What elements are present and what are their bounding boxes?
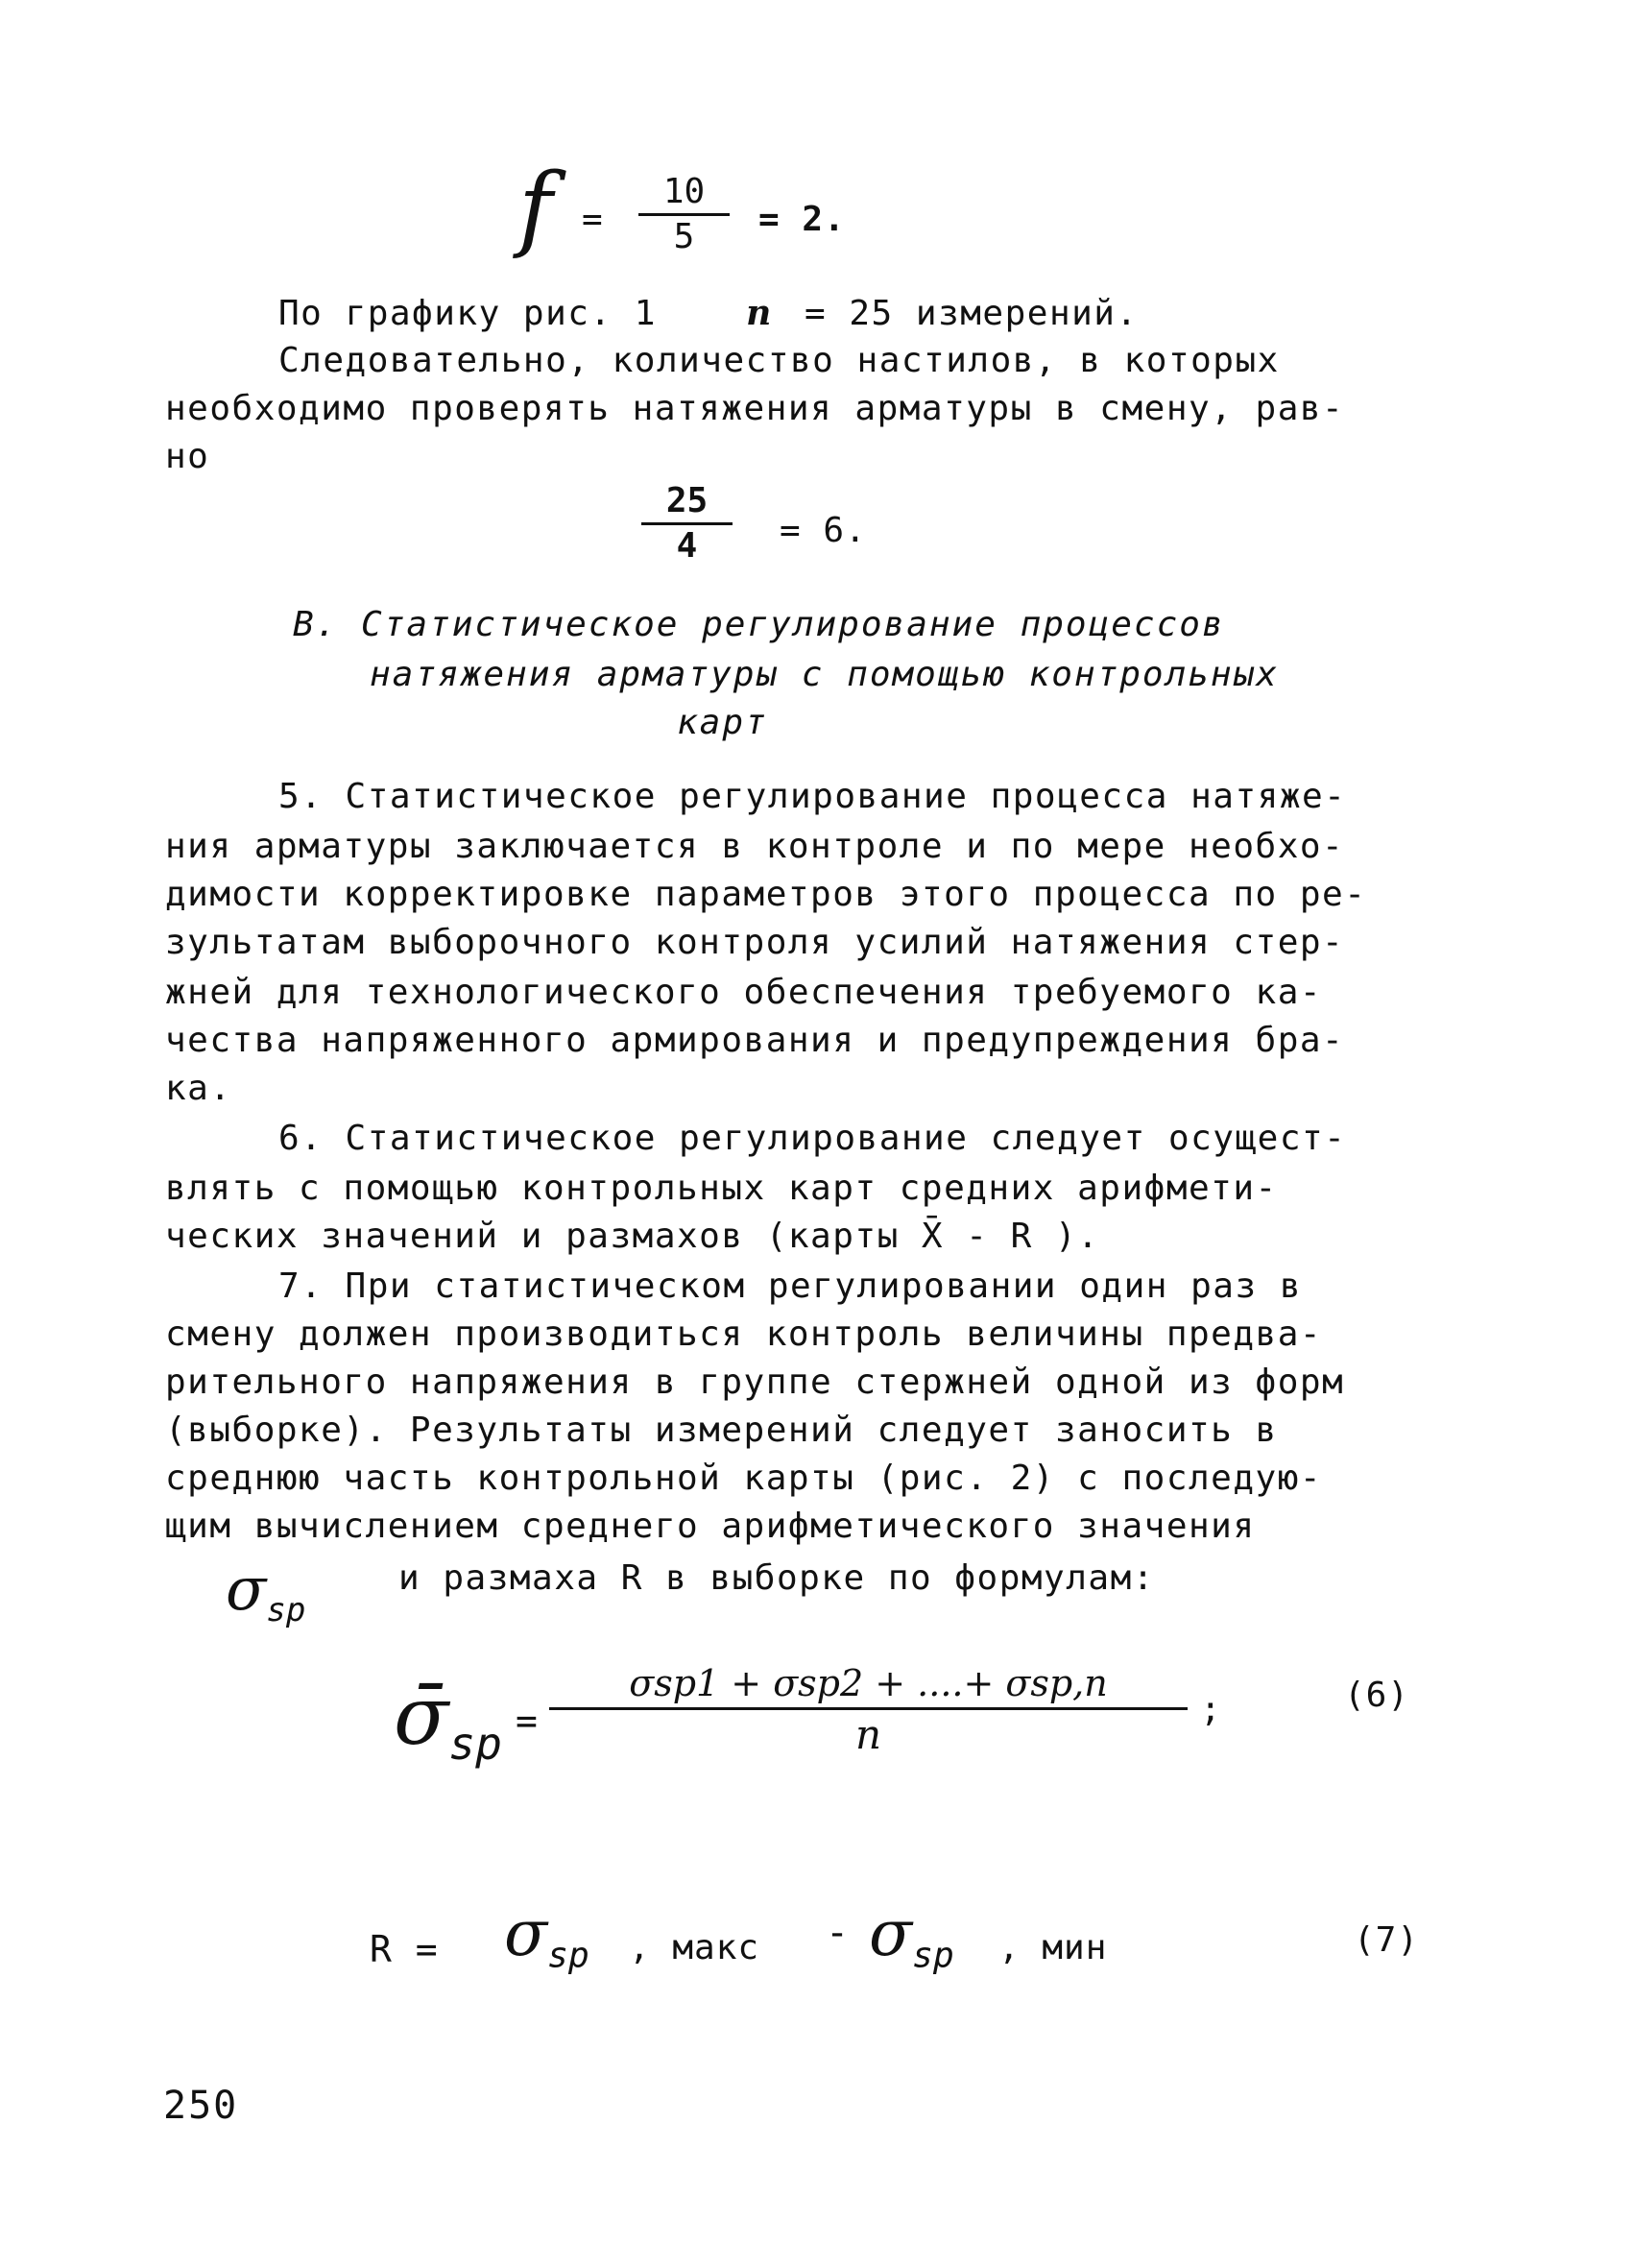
paragraph-5-line-4: зультатам выборочного контроля усилий натяжения стер- <box>165 923 1345 962</box>
paragraph-6-line-2: влять с помощью контрольных карт средних арифмети- <box>165 1169 1278 1208</box>
formula-6-lhs <box>394 1669 502 1770</box>
sigma-line-text: и размаха R в выборке по формулам: <box>398 1558 1155 1598</box>
formula-f-fraction <box>638 173 730 256</box>
formula-count-numerator: 25 <box>665 481 709 520</box>
formula-7-sigma-2: σ <box>869 1896 913 1970</box>
sigma-subscript: sp <box>266 1590 306 1629</box>
paragraph-7-line-5: среднюю часть контрольной карты (рис. 2) с последую- <box>165 1459 1323 1498</box>
formula-f-result: = 2. <box>758 200 846 239</box>
paragraph-7-line-1: 7. При статистическом регулировании один раз в <box>278 1267 1302 1306</box>
formula-6-equals: = <box>516 1700 539 1742</box>
formula-6-number: (6) <box>1344 1676 1410 1715</box>
paragraph-6-line-3: ческих значений и размахов (карты X̄ - R ). <box>165 1217 1100 1256</box>
formula-7-number: (7) <box>1354 1920 1420 1960</box>
fraction-bar <box>638 213 730 216</box>
paragraph-6-line-1: 6. Статистическое регулирование следует осущест- <box>278 1119 1347 1158</box>
graph-n-value: = 25 измерений. <box>805 294 1139 333</box>
sigma-sp-symbol <box>226 1554 305 1629</box>
paragraph-5-line-1: 5. Статистическое регулирование процесса натяже- <box>278 777 1347 816</box>
formula-f-symbol: f <box>518 154 553 261</box>
formula-f-equals: = <box>582 200 604 239</box>
count-paragraph-line-1: Следовательно, количество настилов, в которых <box>278 341 1280 380</box>
formula-7-subscript-2: sp <box>912 1934 954 1976</box>
fraction-bar <box>641 522 733 525</box>
formula-7-term-1 <box>504 1896 589 1976</box>
page-number: 250 <box>163 2084 239 2128</box>
formula-count-result: = 6. <box>780 511 867 550</box>
paragraph-7-line-6: щим вычислением среднего арифметического значения <box>165 1507 1256 1546</box>
paragraph-5-line-5: жней для технологического обеспечения требуемого ка- <box>165 973 1323 1012</box>
formula-f-denominator: 5 <box>673 217 695 256</box>
paragraph-7-line-2: смену должен производиться контроль величины предва- <box>165 1315 1323 1354</box>
paragraph-7-line-4: (выборке). Результаты измерений следует заносить в <box>165 1411 1278 1450</box>
fraction-bar <box>549 1707 1188 1710</box>
formula-6-sigma-bar: σ̄ <box>394 1669 449 1763</box>
paragraph-7-line-3: рительного напряжения в группе стержней одной из форм <box>165 1363 1345 1402</box>
sigma-symbol: σ <box>226 1554 267 1624</box>
formula-6-lhs-subscript: sp <box>448 1718 502 1771</box>
count-paragraph-line-3: но <box>165 437 210 476</box>
graph-reference-line <box>278 290 1139 337</box>
section-heading-line-1: В. Статистическое регулирование процессов <box>293 605 1225 644</box>
graph-reference-text: По графику рис. 1 <box>278 294 657 333</box>
formula-6-numerator: σsp1 + σsp2 + ....+ σsp,n <box>629 1662 1108 1704</box>
paragraph-5-line-3: димости корректировке параметров этого процесса по ре- <box>165 875 1367 914</box>
formula-count-fraction <box>641 482 733 566</box>
formula-count-denominator: 4 <box>676 526 698 566</box>
formula-7-label-max: , макс <box>629 1928 760 1967</box>
paragraph-5-line-2: ния арматуры заключается в контроле и по мере необхо- <box>165 827 1345 866</box>
section-heading-line-3: карт <box>677 703 768 742</box>
formula-7-term-2 <box>869 1896 954 1976</box>
count-paragraph-line-2: необходимо проверять натяжения арматуры в смену, рав- <box>165 389 1345 428</box>
formula-7-label-min: , мин <box>998 1928 1108 1967</box>
formula-7-sigma-1: σ <box>504 1896 548 1970</box>
paragraph-5-line-6: чества напряженного армирования и предупреждения бра- <box>165 1021 1345 1060</box>
section-heading-line-2: натяжения арматуры с помощью контрольных <box>370 655 1279 694</box>
paragraph-5-line-7: ка. <box>165 1069 232 1108</box>
formula-6-separator: ; <box>1200 1690 1222 1729</box>
formula-7-lhs: R = <box>370 1928 439 1970</box>
formula-7-minus: - <box>826 1911 851 1955</box>
formula-7-subscript-1: sp <box>547 1934 589 1976</box>
formula-6-fraction <box>549 1661 1188 1758</box>
formula-f-numerator: 10 <box>662 172 706 211</box>
formula-6-denominator: n <box>854 1711 882 1758</box>
graph-n-symbol: n <box>746 293 773 333</box>
